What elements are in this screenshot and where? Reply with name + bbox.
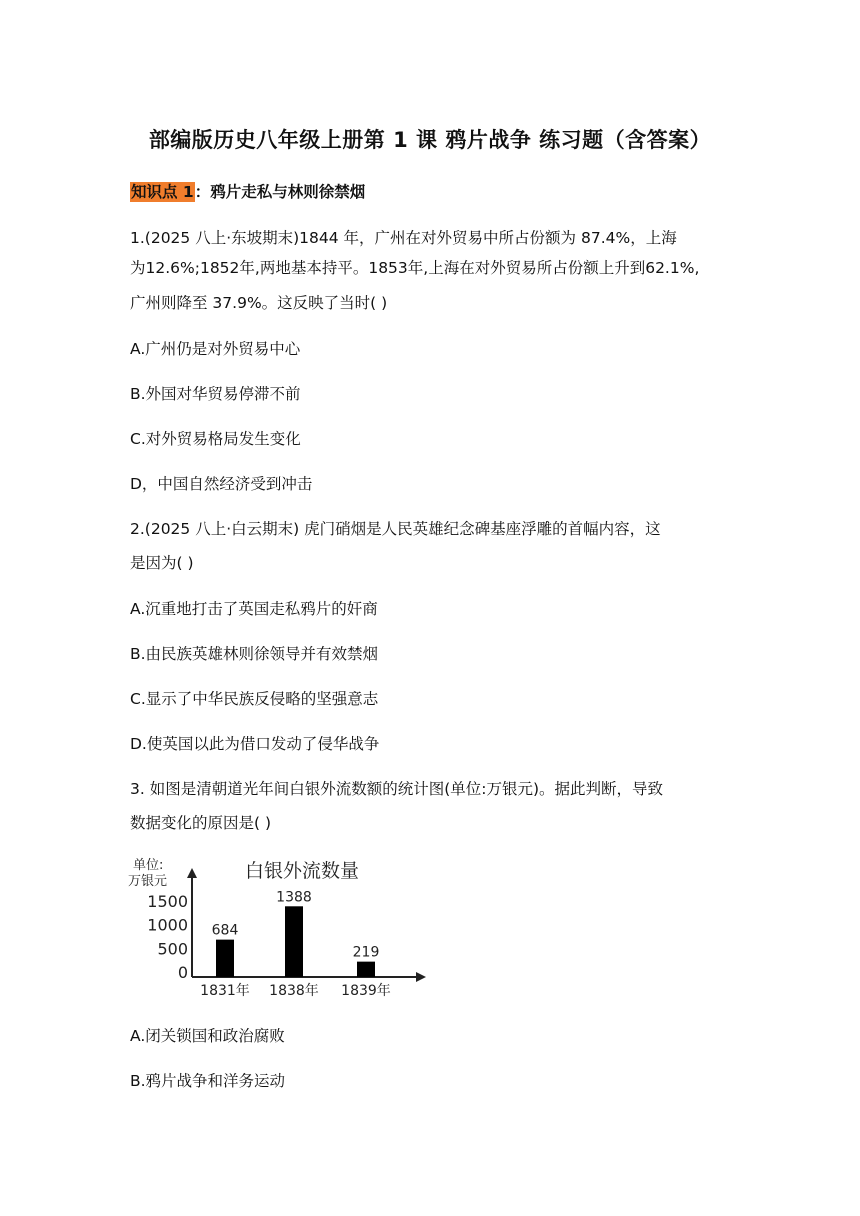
chart-ytick-label: 1000: [147, 915, 188, 935]
chart-ytick-label: 500: [157, 939, 188, 959]
question-1-option-a: A.广州仍是对外贸易中心: [130, 340, 301, 358]
chart-ylabel-line1: 单位:: [133, 858, 164, 873]
question-3-option-a: A.闭关锁国和政治腐败: [130, 1027, 285, 1045]
knowledge-point-heading: [130, 180, 365, 202]
question-3-option-b: B.鸦片战争和洋务运动: [130, 1072, 286, 1090]
page-title: 部编版历史八年级上册第 1 课 鸦片战争 练习题（含答案）: [148, 128, 712, 152]
chart-bar: [285, 906, 303, 977]
question-2-option-b: B.由民族英雄林则徐领导并有效禁烟: [130, 645, 379, 663]
question-2-option-a: A.沉重地打击了英国走私鸦片的奸商: [130, 600, 378, 618]
chart-ylabel-line2: 万银元: [128, 874, 168, 889]
chart-xtick-label: 1839年: [341, 983, 391, 999]
chart-data-label: 219: [352, 944, 380, 961]
knowledge-point-text: ：鸦片走私与林则徐禁烟: [194, 183, 366, 201]
chart-ytick-label: 1500: [147, 892, 188, 911]
chart-xtick-label: 1838年: [269, 983, 319, 999]
question-1-line-3: 广州则降至 37.9%。这反映了当时( ): [130, 294, 388, 312]
chart-x-axis-arrow: [416, 972, 426, 982]
chart-data-label: 684: [211, 922, 239, 939]
chart-y-axis-arrow: [187, 868, 197, 878]
question-2-line-2: 是因为( ): [130, 554, 194, 572]
knowledge-point-label: 知识点 1: [131, 183, 194, 201]
question-2-option-c: C.显示了中华民族反侵略的坚强意志: [130, 690, 379, 708]
chart-ytick-label: 0: [177, 963, 188, 982]
question-1-option-d: D，中国自然经济受到冲击: [130, 475, 313, 493]
chart-data-label: 1388: [276, 889, 312, 906]
question-1-option-c: C.对外贸易格局发生变化: [130, 430, 301, 448]
chart-bar: [357, 962, 375, 977]
chart-xtick-label: 1831年: [200, 983, 250, 999]
question-1-option-b: B.外国对华贸易停滞不前: [130, 385, 301, 403]
silver-outflow-bar-chart: [128, 850, 438, 1000]
question-1-line-2: 为12.6%;1852年,两地基本持平。1853年,上海在对外贸易所占份额上升到62.1%,: [130, 259, 700, 277]
question-3-line-1: 3. 如图是清朝道光年间白银外流数额的统计图(单位:万银元)。据此判断，导致: [130, 780, 664, 798]
question-3-line-2: 数据变化的原因是( ): [130, 814, 272, 832]
chart-title: 白银外流数量: [245, 860, 360, 882]
question-2-option-d: D.使英国以此为借口发动了侵华战争: [130, 735, 380, 753]
chart-bar: [216, 940, 234, 977]
question-1-line-1: 1.(2025 八上·东坡期末)1844 年，广州在对外贸易中所占份额为 87.4%，上海: [130, 229, 677, 247]
question-2-line-1: 2.(2025 八上·白云期末) 虎门硝烟是人民英雄纪念碑基座浮雕的首幅内容，这: [130, 520, 661, 538]
